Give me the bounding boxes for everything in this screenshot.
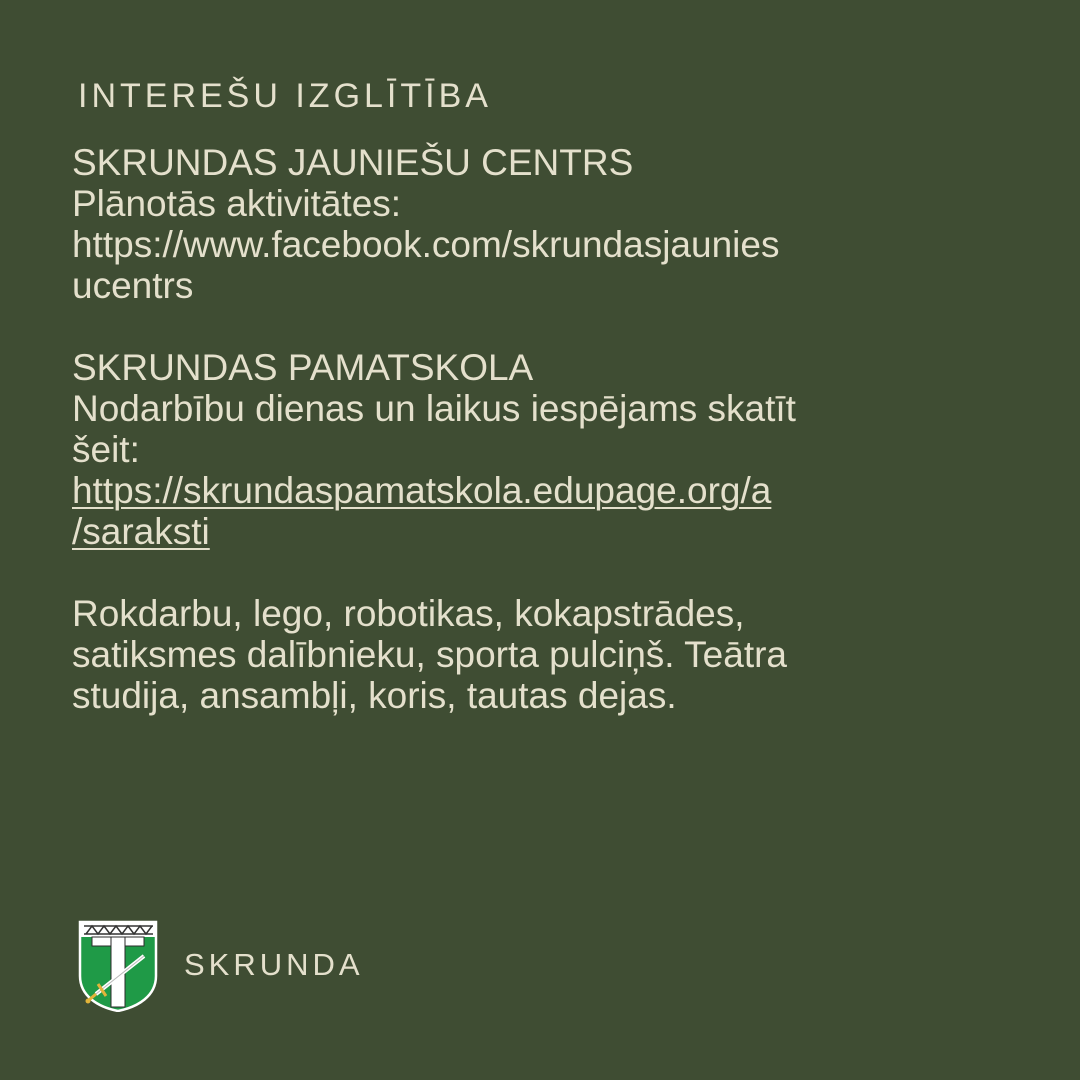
content xyxy=(72,142,902,716)
section-text: Nodarbību dienas un laikus iespējams skatīt xyxy=(72,388,796,429)
spacer xyxy=(72,306,902,347)
skrunda-coat-of-arms-icon xyxy=(78,918,158,1012)
activities-text: satiksmes dalībnieku, sporta pulciņš. Teātra xyxy=(72,634,788,675)
schedule-link[interactable]: https://skrundaspamatskola.edupage.org/a xyxy=(72,470,772,511)
footer xyxy=(78,918,364,1012)
section-primary-school xyxy=(72,347,902,552)
section-text: šeit: xyxy=(72,429,140,470)
facebook-url-text: https://www.facebook.com/skrundasjaunies xyxy=(72,224,780,265)
activities-text: Rokdarbu, lego, robotikas, kokapstrādes, xyxy=(72,593,745,634)
section-activities xyxy=(72,593,902,716)
facebook-url-text-cont: ucentrs xyxy=(72,265,194,306)
section-youth-centre xyxy=(72,142,902,306)
section-text: Plānotās aktivitātes: xyxy=(72,183,402,224)
page-title: INTEREŠU IZGLĪTĪBA xyxy=(78,77,492,115)
section-title: SKRUNDAS PAMATSKOLA xyxy=(72,347,534,388)
brand-name: SKRUNDA xyxy=(184,947,364,982)
section-title: SKRUNDAS JAUNIEŠU CENTRS xyxy=(72,142,634,183)
schedule-link-cont[interactable]: /saraksti xyxy=(72,511,210,552)
spacer xyxy=(72,552,902,593)
activities-text: studija, ansambļi, koris, tautas dejas. xyxy=(72,675,677,716)
